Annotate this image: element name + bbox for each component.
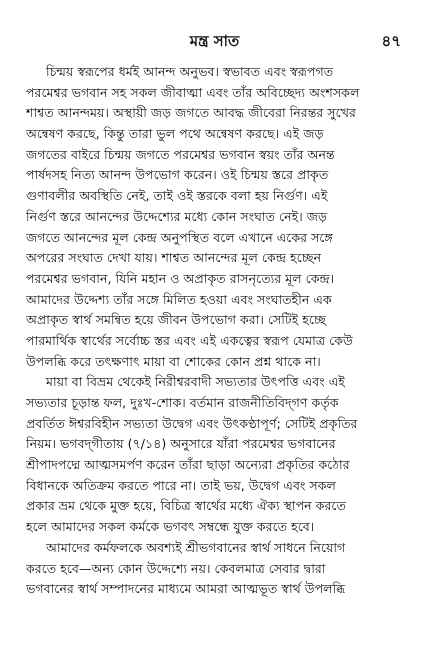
text-line: পরমেশ্বর ভগবান, যিনি মহান ও অপ্রাকৃত রাসনৃত্যের মূল কেন্দ্র। — [26, 270, 335, 286]
text-line: নির্গুণ স্তরে আনন্দের উদ্দেশ্যের মধ্যে কোন সংঘাত নেই। জড় — [26, 208, 327, 224]
text-line: অপরের সংঘাত দেখা যায়। শাশ্বত আনন্দের মূল কেন্দ্র হচ্ছেন — [26, 250, 322, 266]
text-line: পারমার্থিক স্বার্থের সর্বোচ্চ স্তর এবং এই একত্বের স্বরূপ যেমাত্র কেউ — [26, 332, 353, 348]
text-line: শাশ্বত আনন্দময়। অস্থায়ী জড় জগতে আবদ্ধ জীবেরা নিরন্তর সুখের — [26, 105, 356, 121]
text-line: হলে আমাদের সকল কর্মকে ভগবৎ সম্বন্ধে যুক্ত করতে হবে। — [26, 519, 315, 535]
text-line: অন্বেষণ করছে, কিন্তু তারা ভুল পথে অন্বেষণ করছে। এই জড় — [26, 126, 324, 142]
text-line: নিয়ম। ভগবদ্‌গীতায় (৭/১৪) অনুসারে যাঁরা পরমেশ্বর ভগবানের — [26, 436, 336, 452]
text-line: শ্রীপাদপদ্মে আত্মসমর্পণ করেন তাঁরা ছাড়া অন্যেরা প্রকৃতির কঠোর — [26, 457, 350, 473]
text-line: জগতের বাইরে চিন্ময় জগতে পরমেশ্বর ভগবান স্বয়ং তাঁর অনন্ত — [26, 146, 335, 162]
text-line: চিন্ময় স্বরূপের ধর্মই আনন্দ অনুভব। স্বভাবত এবং স্বরূপগত — [46, 64, 334, 79]
text-line: আমাদের উদ্দেশ্য তাঁর সঙ্গে মিলিত হওয়া এবং সংঘাতহীন এক — [26, 291, 332, 307]
text-line: বিধানকে অতিক্রম করতে পারে না। তাই ভয়, উদ্বেগ এবং সকল — [26, 477, 336, 493]
text-line: প্রকার ভ্রম থেকে মুক্ত হয়ে, বিচিত্র স্বার্থের মধ্যে ঐক্য স্থাপন করতে — [26, 498, 346, 514]
text-line: পরমেশ্বর ভগবান সহ সকল জীবাত্মা এবং তাঁর অবিচ্ছেদ্য অংশসকল — [26, 84, 360, 100]
text-line: করতে হবে—অন্য কোন উদ্দেশ্যে নয়। কেবলমাত্র সেবার দ্বারা — [26, 560, 326, 576]
body-text — [26, 62, 406, 600]
text-line: পার্ষদসহ নিত্য আনন্দ উপভোগ করেন। ওই চিন্ময় স্তরে প্রাকৃত — [26, 167, 329, 183]
text-line: ভগবানের স্বার্থ সম্পাদনের মাধ্যমে আমরা আত্মভূত স্বার্থ উপলব্ধি — [26, 581, 346, 597]
text-line: উপলব্ধি করে তৎক্ষণাৎ মায়া বা শোকের কোন প্রশ্ন থাকে না। — [26, 353, 321, 369]
page-number: ৪৭ — [381, 32, 401, 50]
text-line: জগতে আনন্দের মূল কেন্দ্র অনুপস্থিত বলে এখানে একের সঙ্গে — [26, 229, 333, 245]
chapter-title: মন্ত্র সাত — [189, 32, 240, 50]
text-line: প্রবর্তিত ঈশ্বরবিহীন সভ্যতা উদ্বেগ এবং উৎকণ্ঠাপূর্ণ; সেটিই প্রকৃতির — [26, 415, 358, 431]
text-line: গুণাবলীর অবস্থিতি নেই, তাই ওই স্তরকে বলা হয় নির্গুণ। এই — [26, 188, 328, 204]
page-header — [0, 30, 429, 54]
text-line: মায়া বা বিভ্রম থেকেই নিরীশ্বরবাদী সভ্যতার উৎপত্তি এবং এই — [46, 374, 345, 390]
text-line: সভ্যতার চূড়ান্ত ফল, দুঃখ-শোক। বর্তমান রাজনীতিবিদ্‌গণ কর্তৃক — [26, 395, 339, 410]
text-line: অপ্রাকৃত স্বার্থ সমন্বিত হয়ে জীবন উপভোগ করা। সেটিই হচ্ছে — [26, 312, 326, 328]
text-line: আমাদের কর্মফলকে অবশ্যই শ্রীভগবানের স্বার্থ সাধনে নিয়োগ — [46, 539, 346, 555]
